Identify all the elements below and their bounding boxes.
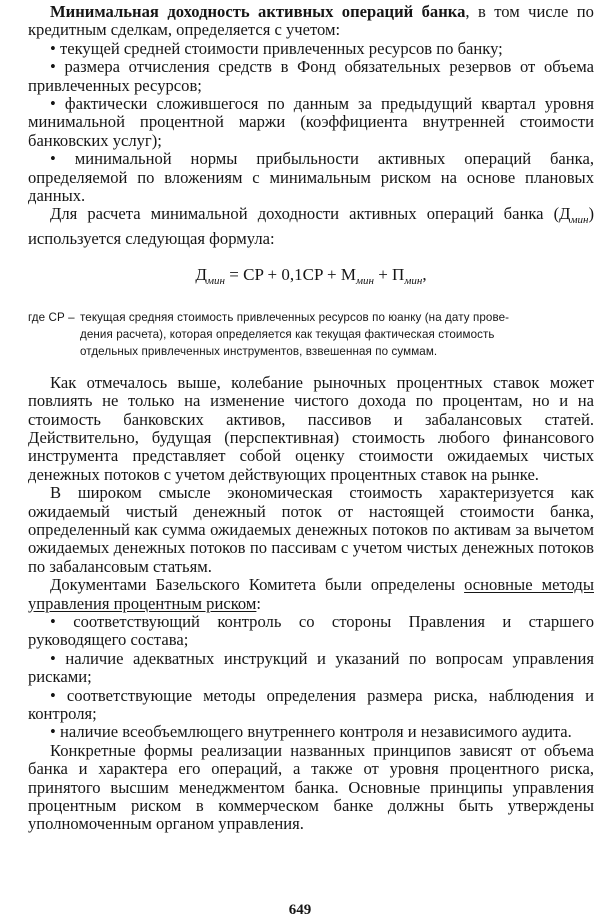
- note-line: [28, 309, 594, 326]
- list-item: • наличие всеобъемлющего внутреннего контроля и независимого аудита.: [50, 722, 572, 742]
- subscript: мин: [570, 214, 589, 227]
- formula-intro: [28, 205, 594, 248]
- formula-note: [28, 309, 594, 360]
- list-item: • соответствующий контроль со стороны Правления и старшего руководящего состава;: [28, 611, 594, 650]
- subscript: мин: [207, 275, 226, 288]
- formula-part: ,: [422, 265, 427, 285]
- intro-text: , в том числе по кредитным сделкам, определяется с учетом:: [28, 2, 594, 40]
- formula-intro-text: ) используется следующая формула:: [28, 204, 594, 248]
- formula-part: + П: [373, 265, 405, 285]
- list-item: • минимальной нормы прибыльности активных операций банка, определяемой по вложениям с минимальным риском на основе плановых данных.: [28, 149, 594, 206]
- page-number: 649: [288, 902, 312, 918]
- paragraph: [28, 576, 594, 613]
- list-item: • размера отчисления средств в Фонд обязательных резервов от объема привлеченных ресурсов;: [28, 57, 594, 95]
- list-item: • текущей средней стоимости привлеченных ресурсов по банку;: [50, 38, 503, 58]
- intro-paragraph: [28, 3, 594, 40]
- subscript: мин: [404, 275, 423, 288]
- list-item: • фактически сложившегося по данным за предыдущий квартал уровня минимальной процентной маржи (коэффициента внутренней стоимости банковских услуг);: [28, 94, 594, 150]
- paragraph-text: Документами Базельского Комитета были определены: [50, 575, 465, 595]
- page-body: [28, 3, 594, 834]
- paragraph: Конкретные формы реализации названных принципов зависят от объема банка и характера его операций, а также от уровня процентного риска, принятого высшим менеджментом банка. Основные принципы управления процентным риском в коммерческом банке должны быть утверждены уполномоченным органом управления.: [28, 740, 594, 834]
- paragraph: Как отмечалось выше, колебание рыночных процентных ставок может повлиять не только на изменение чистого дохода по процентам, но и на стоимость банковских активов, пассивов и забалансовых статей. Действительно, будущая (перспективная) стоимость любого финансового инструмента представляет собой оценку стоимости ожидаемых чистых денежных потоков с учетом действующих процентных ставок на рынке.: [28, 372, 594, 484]
- formula-part: = CP + 0,1CP + M: [225, 265, 356, 285]
- subscript: мин: [355, 275, 374, 288]
- note-text: текущая средняя стоимость привлеченных ресурсов по юанку (на дату прове-: [80, 310, 510, 324]
- paragraph: В широком смысле экономическая стоимость характеризуется как ожидаемый чистый денежный поток от настоящей стоимости банка, определенный как сумма ожидаемых денежных потоков по активам за вычетом ожидаемых денежных потоков по пассивам с учетом чистых денежных потоков по забалансовым статьям.: [28, 483, 594, 576]
- list-item: • соответствующие методы определения размера риска, наблюдения и контроля;: [28, 685, 594, 723]
- formula-intro-text: Для расчета минимальной доходности активных операций банка (Д: [50, 204, 571, 224]
- paragraph-text: :: [256, 593, 262, 613]
- formula: [28, 266, 594, 290]
- underlined-term: основные методы управления процентным риском: [28, 575, 594, 613]
- bold-term: Минимальная доходность активных операций банка: [50, 2, 466, 21]
- note-line: отдельных привлеченных инструментов, взвешенная по суммам.: [80, 344, 438, 358]
- formula-symbol: Д: [195, 265, 208, 285]
- list-item: • наличие адекватных инструкций и указаний по вопросам управления рисками;: [28, 648, 594, 687]
- note-line: дения расчета), которая определяется как текущая фактическая стоимость: [80, 327, 495, 341]
- note-label: где СР –: [28, 310, 75, 324]
